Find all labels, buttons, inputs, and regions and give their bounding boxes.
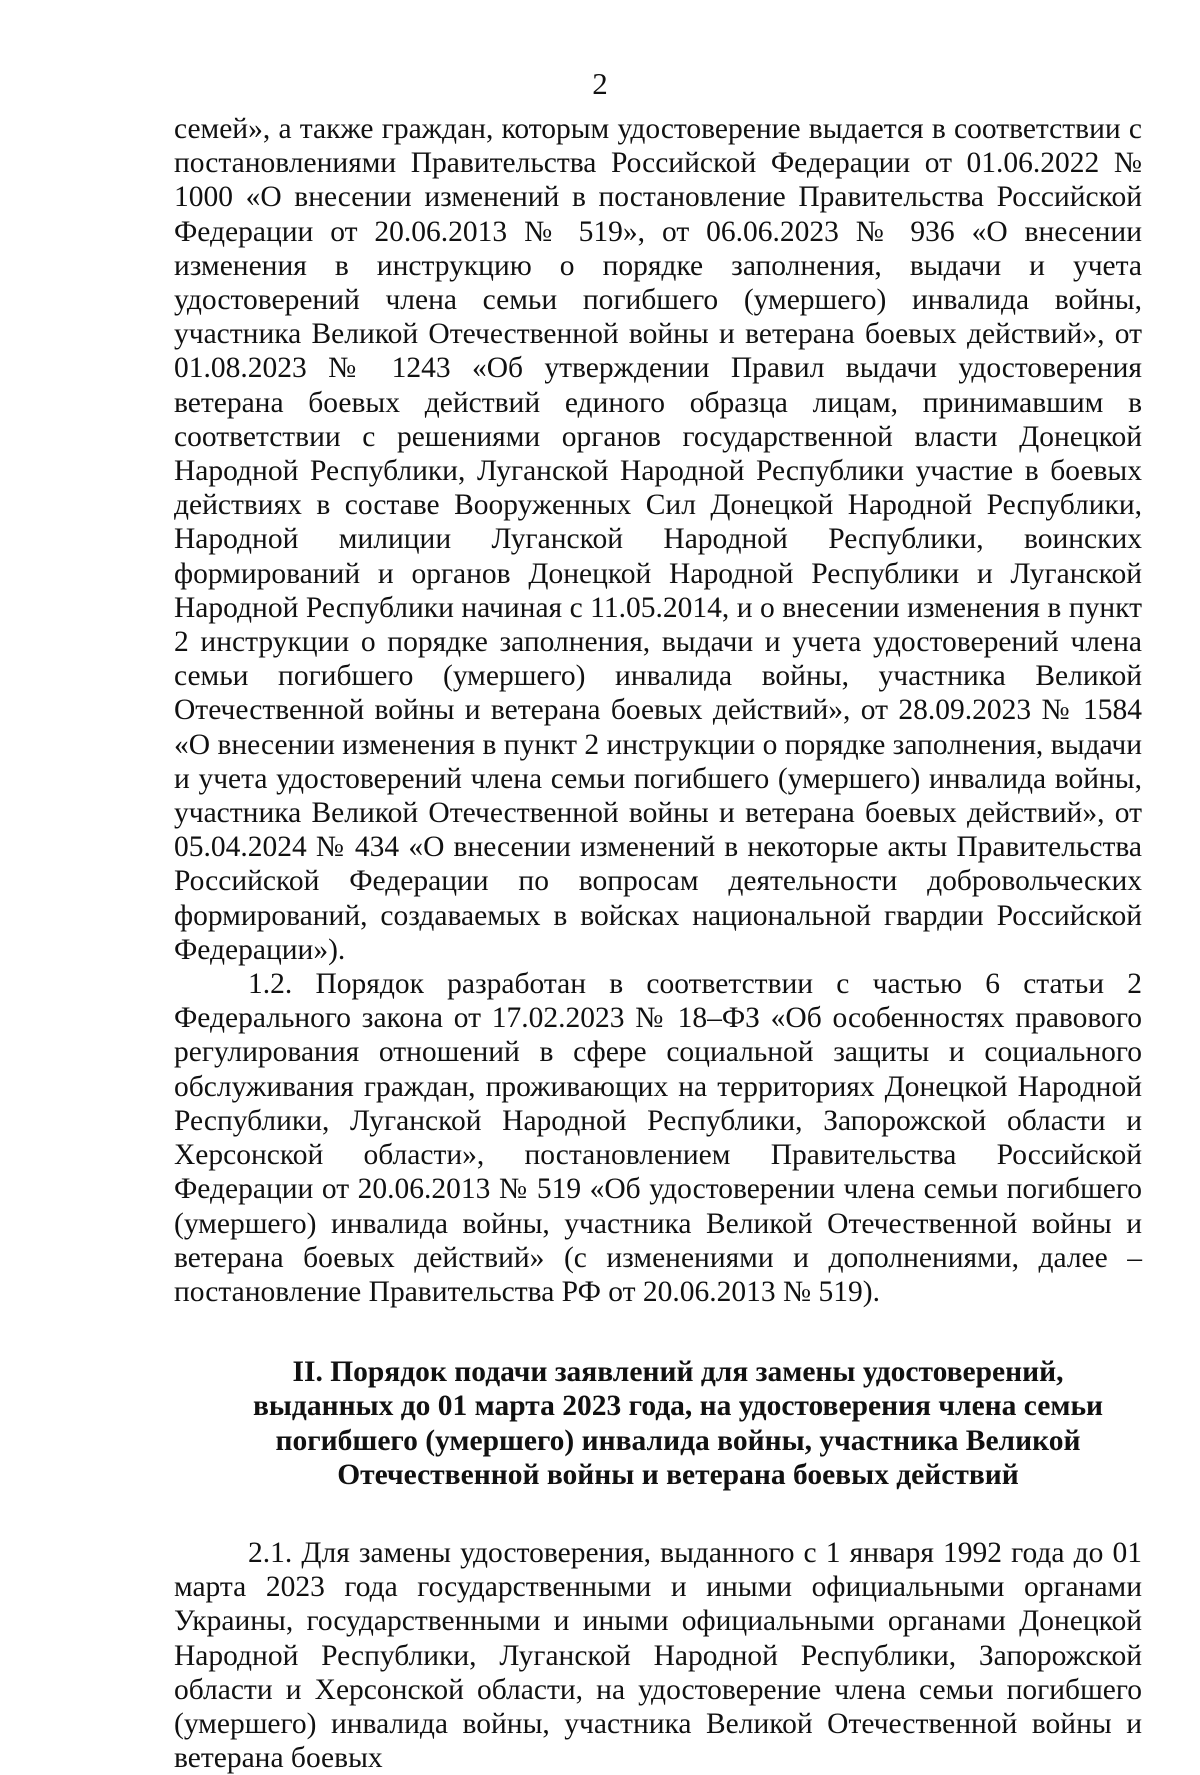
paragraph-continuation: семей», а также граждан, которым удостоверение выдается в соответствии с постановлениями Правительства Российской Федерации от 01.06.2022 № 1000 «О внесении изменений в постановление Правительства Российской Федерации от 20.06.2013 № 519», от 06.06.2023 № 936 «О внесении изменения в инструкцию о порядке заполнения, выдачи и учета удостоверений члена семьи погибшего (умершего) инвалида войны, участника Великой Отечественной войны и ветерана боевых действий», от 01.08.2023 № 1243 «Об утверждении Правил выдачи удостоверения ветерана боевых действий единого образца лицам, принимавшим в соответствии с решениями органов государственной власти Донецкой Народной Республики, Луганской Народной Республики участие в боевых действиях в составе Вооруженных Сил Донецкой Народной Республики, Народной милиции Луганской Народной Республики, воинских формирований и органов Донецкой Народной Республики и Луганской Народной Республики начиная с 11.05.2014, и о внесении изменения в пункт 2 инструкции о порядке заполнения, выдачи и учета удостоверений члена семьи погибшего (умершего) инвалида войны, участника Великой Отечественной войны и ветерана боевых действий», от 28.09.2023 № 1584 «О внесении изменения в пункт 2 инструкции о порядке заполнения, выдачи и учета удостоверений члена семьи погибшего (умершего) инвалида войны, участника Великой Отечественной войны и ветерана боевых действий», от 05.04.2024 № 434 «О внесении изменений в некоторые акты Правительства Российской Федерации по вопросам деятельности добровольческих формирований, создаваемых в войсках национальной гвардии Российской Федерации»). bbox=[174, 113, 1142, 966]
paragraph-2-1: 2.1. Для замены удостоверения, выданного с 1 января 1992 года до 01 марта 2023 года государственными и иными официальными органами Украины, государственными и иными официальными органами Донецкой Народной Республики, Луганской Народной Республики, Запорожской области и Херсонской области, на удостоверение члена семьи погибшего (умершего) инвалида войны, участника Великой Отечественной войны и ветерана боевых bbox=[174, 1536, 1142, 1775]
paragraph-1-2: 1.2. Порядок разработан в соответствии с частью 6 статьи 2 Федерального закона от 17.02.2023 № 18–ФЗ «Об особенностях правового регулирования отношений в сфере социальной защиты и социального обслуживания граждан, проживающих на территориях Донецкой Народной Республики, Луганской Народной Республики, Запорожской области и Херсонской области», постановлением Правительства Российской Федерации от 20.06.2013 № 519 «Об удостоверении члена семьи погибшего (умершего) инвалида войны, участника Великой Отечественной войны и ветерана боевых действий» (с изменениями и дополнениями, далее – постановление Правительства РФ от 20.06.2013 № 519). bbox=[174, 968, 1142, 1308]
document-body bbox=[174, 112, 1142, 1775]
page-number: 2 bbox=[592, 66, 608, 101]
section-heading: II. Порядок подачи заявлений для замены удостоверений, выданных до 01 марта 2023 года, на удостоверения члена семьи погибшего (умершего) инвалида войны, участника Великой Отечественной войны и ветерана боевых действий bbox=[252, 1356, 1104, 1491]
